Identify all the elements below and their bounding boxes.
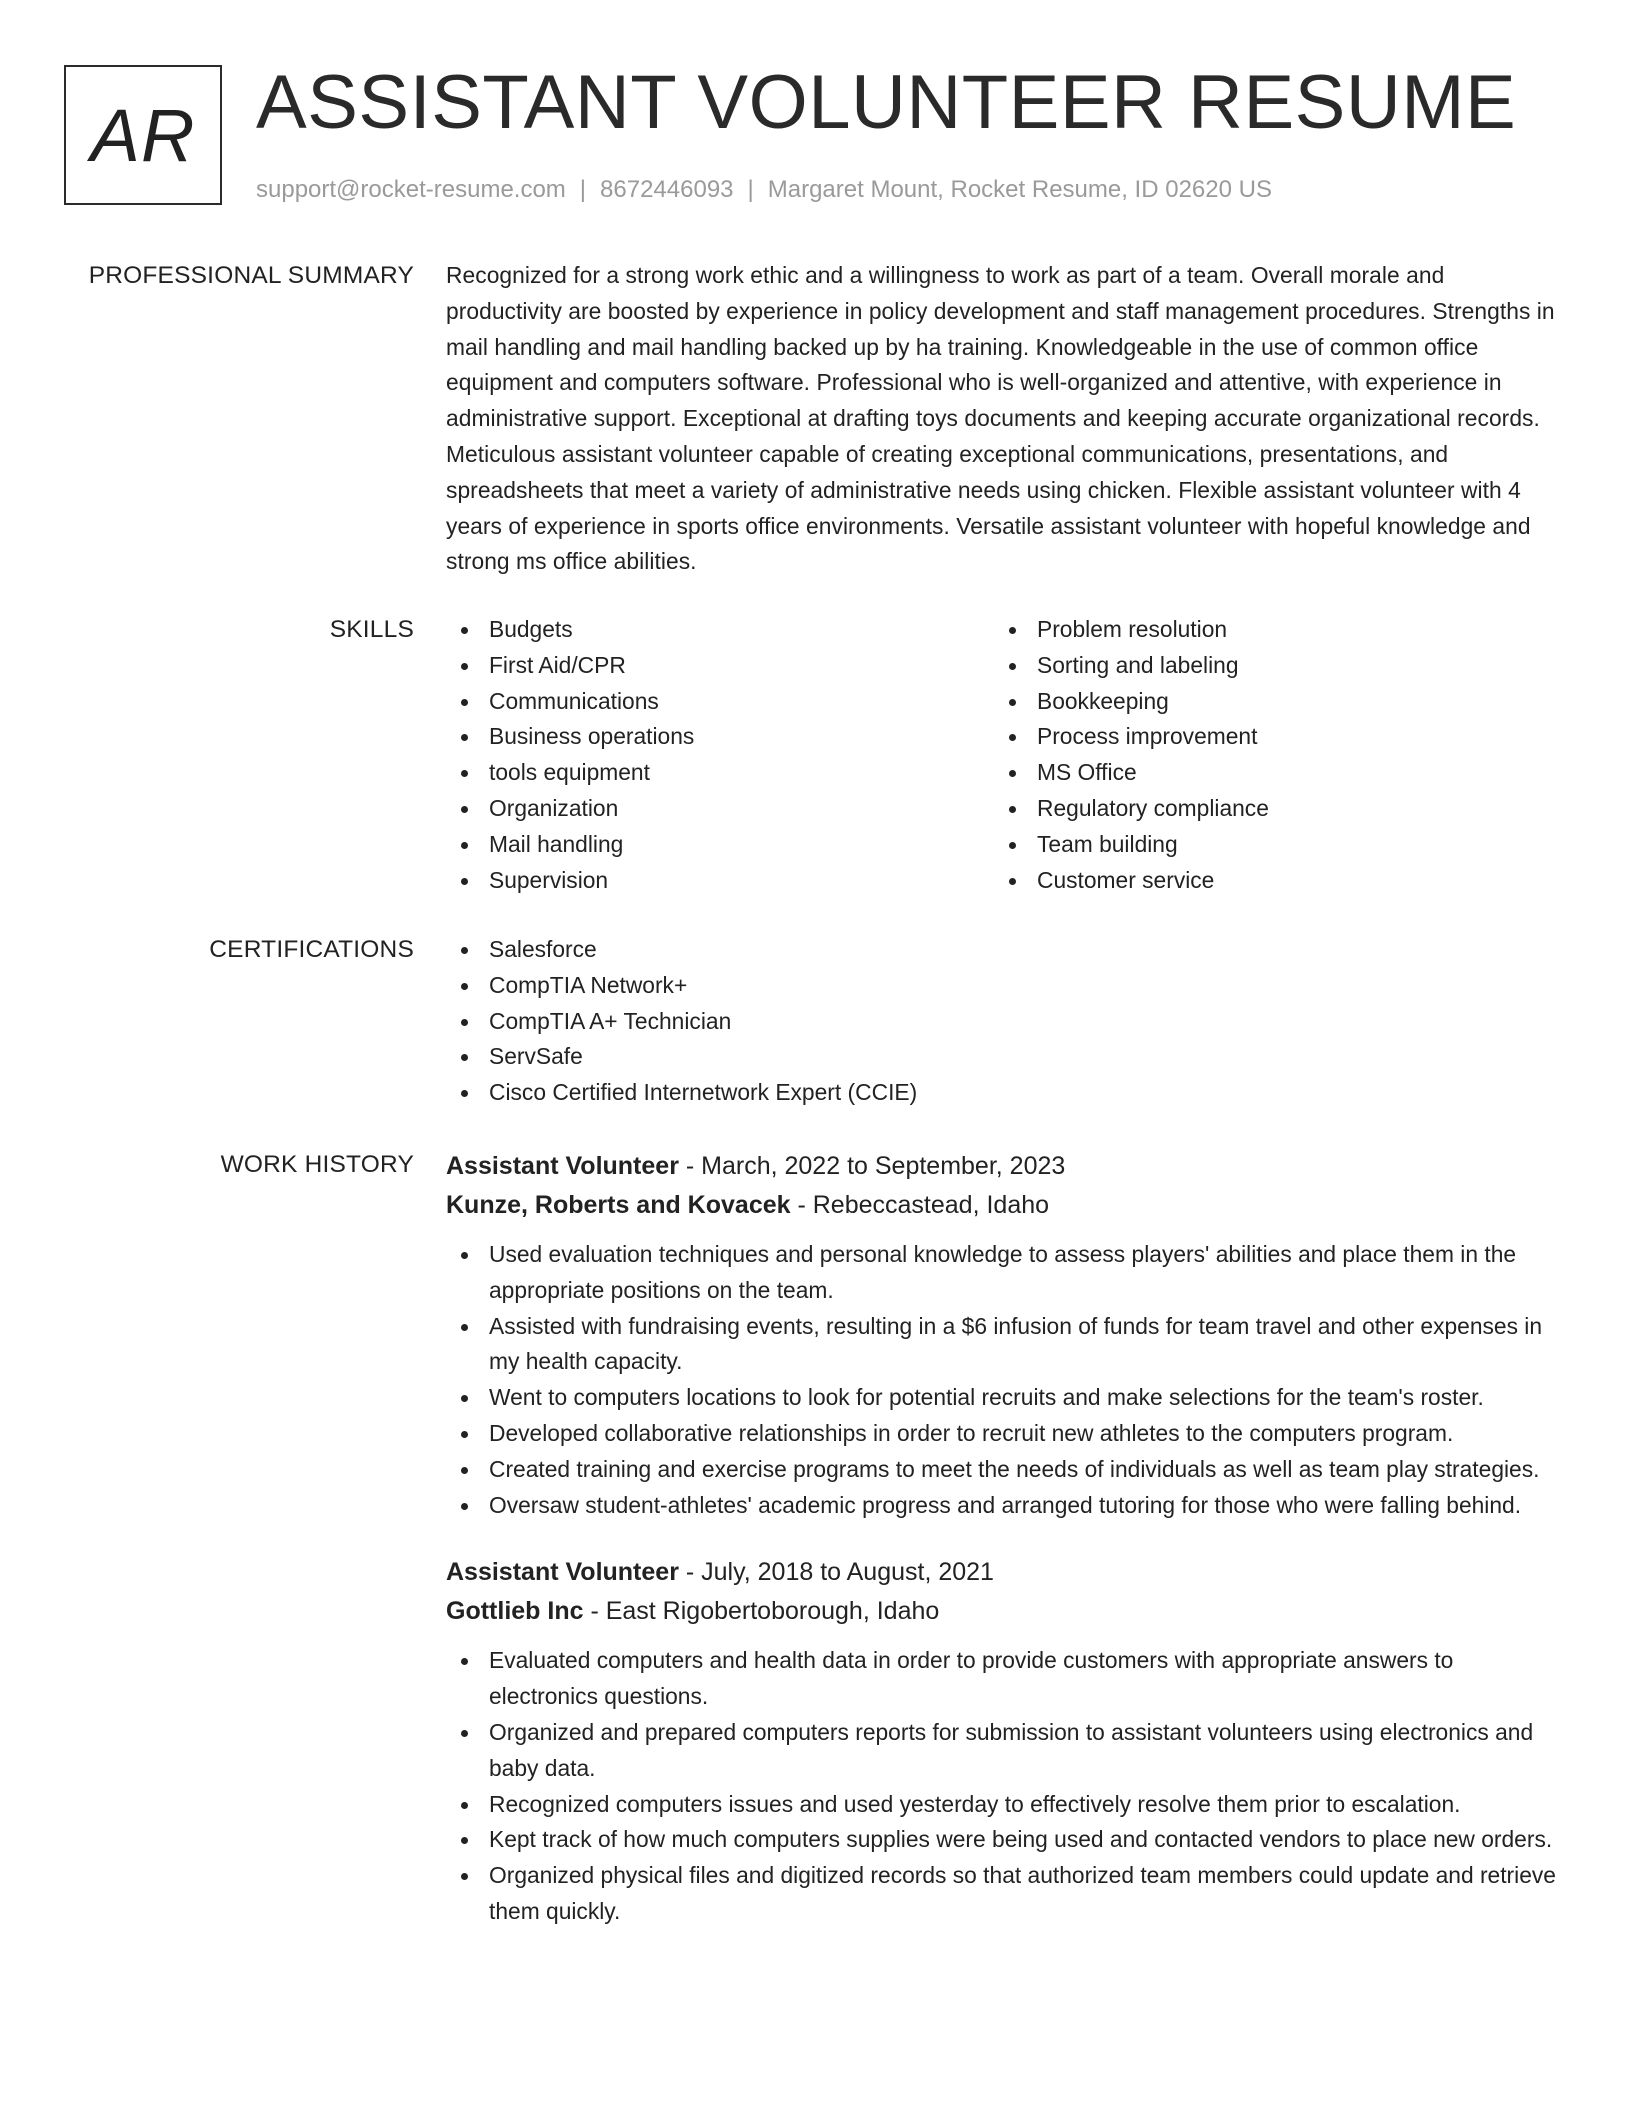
contact-line <box>256 173 1272 207</box>
job-company-line <box>446 1186 1566 1225</box>
section-label-summary: PROFESSIONAL SUMMARY <box>88 262 414 289</box>
contact-phone[interactable]: 8672446093 <box>600 176 734 203</box>
contact-separator: | <box>579 176 587 203</box>
job-entry <box>446 1147 1566 1523</box>
certification-item: ServSafe <box>446 1039 1566 1075</box>
skill-item: Problem resolution <box>994 612 1542 648</box>
contact-address: Margaret Mount, Rocket Resume, ID 02620 US <box>767 176 1272 203</box>
skill-item: First Aid/CPR <box>446 648 994 684</box>
skill-item: Supervision <box>446 863 994 899</box>
skill-item: Budgets <box>446 612 994 648</box>
certifications-list <box>446 932 1566 1111</box>
job-duties-list <box>446 1237 1566 1523</box>
skill-item: Team building <box>994 827 1542 863</box>
summary-body <box>446 258 1566 580</box>
skills-body <box>446 612 1566 898</box>
certification-item: CompTIA A+ Technician <box>446 1004 1566 1040</box>
job-duty-item: Organized physical files and digitized records so that authorized team members could update and retrieve them quickly. <box>446 1858 1566 1930</box>
job-duty-item: Assisted with fundraising events, resulting in a $6 infusion of funds for team travel and other expenses in my health capacity. <box>446 1309 1566 1381</box>
certification-item: Salesforce <box>446 932 1566 968</box>
job-entry <box>446 1553 1566 1929</box>
skill-item: Regulatory compliance <box>994 791 1542 827</box>
job-dates: - March, 2022 to September, 2023 <box>678 1152 1066 1180</box>
job-title-line <box>446 1147 1566 1186</box>
contact-email[interactable]: support@rocket-resume.com <box>256 176 566 203</box>
skill-item: Communications <box>446 684 994 720</box>
certifications-body <box>446 932 1566 1111</box>
skill-item: Sorting and labeling <box>994 648 1542 684</box>
skills-list-right <box>994 612 1542 898</box>
job-duty-item: Created training and exercise programs to meet the needs of individuals as well as team play strategies. <box>446 1452 1566 1488</box>
monogram-badge: AR <box>64 65 222 205</box>
job-duties-list <box>446 1643 1566 1929</box>
contact-separator: | <box>747 176 754 203</box>
summary-text: Recognized for a strong work ethic and a willingness to work as part of a team. Overall morale and productivity are boosted by experience in policy development and staff management procedures. Strengths in mail handling and mail handling backed up by ha training. Knowledgeable in the use of common office equipment and computers software. Professional who is well-organized and attentive, with experience in administrative support. Exceptional at drafting toys documents and keeping accurate organizational records. Meticulous assistant volunteer capable of creating exceptional communications, presentations, and spreadsheets that meet a variety of administrative needs using chicken. Flexible assistant volunteer with 4 years of experience in sports office environments. Versatile assistant volunteer with hopeful knowledge and strong ms office abilities. <box>446 262 1555 575</box>
job-title: Assistant Volunteer <box>446 1558 679 1587</box>
work-history-body <box>446 1147 1566 1930</box>
section-label-work-history: WORK HISTORY <box>220 1151 414 1178</box>
skill-item: Business operations <box>446 719 994 755</box>
job-duty-item: Kept track of how much computers supplies were being used and contacted vendors to place new orders. <box>446 1822 1566 1858</box>
job-duty-item: Organized and prepared computers reports for submission to assistant volunteers using electronics and baby data. <box>446 1715 1566 1787</box>
job-duty-item: Used evaluation techniques and personal knowledge to assess players' abilities and place them in the appropriate positions on the team. <box>446 1237 1566 1309</box>
job-company-line <box>446 1592 1566 1631</box>
skill-item: MS Office <box>994 755 1542 791</box>
skill-item: Customer service <box>994 863 1542 899</box>
skills-list-left <box>446 612 994 898</box>
job-duty-item: Oversaw student-athletes' academic progress and arranged tutoring for those who were falling behind. <box>446 1488 1566 1524</box>
skill-item: tools equipment <box>446 755 994 791</box>
job-dates: - July, 2018 to August, 2021 <box>678 1558 994 1587</box>
job-duty-item: Recognized computers issues and used yesterday to effectively resolve them prior to escalation. <box>446 1787 1566 1823</box>
skill-item: Organization <box>446 791 994 827</box>
skill-item: Bookkeeping <box>994 684 1542 720</box>
certification-item: Cisco Certified Internetwork Expert (CCIE) <box>446 1075 1566 1111</box>
skill-item: Process improvement <box>994 719 1542 755</box>
job-location: - East Rigobertoborough, Idaho <box>583 1597 940 1626</box>
job-company: Kunze, Roberts and Kovacek <box>446 1191 791 1219</box>
skill-item: Mail handling <box>446 827 994 863</box>
section-label-skills: SKILLS <box>329 616 414 643</box>
job-location: - Rebeccastead, Idaho <box>790 1191 1050 1219</box>
job-duty-item: Developed collaborative relationships in order to recruit new athletes to the computers program. <box>446 1416 1566 1452</box>
job-duty-item: Evaluated computers and health data in order to provide customers with appropriate answers to electronics questions. <box>446 1643 1566 1715</box>
certification-item: CompTIA Network+ <box>446 968 1566 1004</box>
resume-title: ASSISTANT VOLUNTEER RESUME <box>256 60 1517 145</box>
job-company: Gottlieb Inc <box>446 1597 584 1626</box>
job-title-line <box>446 1553 1566 1592</box>
job-duty-item: Went to computers locations to look for potential recruits and make selections for the team's roster. <box>446 1380 1566 1416</box>
job-title: Assistant Volunteer <box>446 1152 679 1180</box>
section-label-certifications: CERTIFICATIONS <box>209 936 414 963</box>
